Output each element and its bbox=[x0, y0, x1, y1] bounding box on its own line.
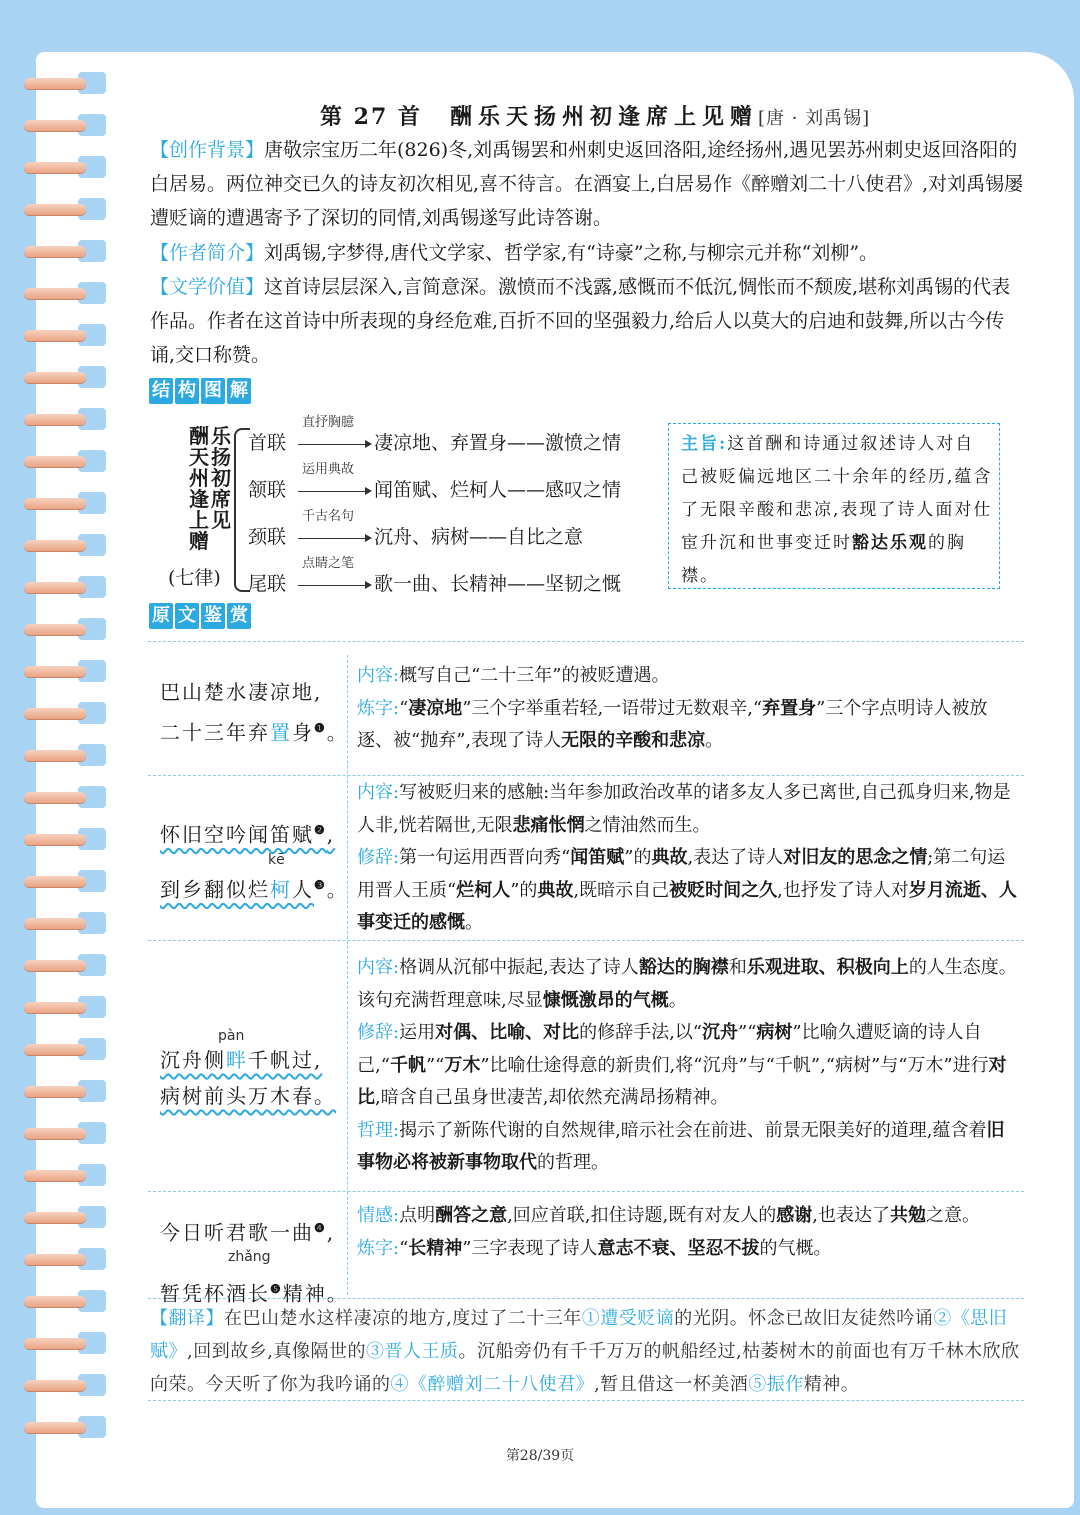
divider bbox=[148, 775, 1024, 776]
binding-ring bbox=[24, 414, 86, 425]
binding-ring bbox=[24, 120, 86, 131]
structure-row: 首联 直抒胸臆 凄凉地、弃置身——激愤之情 bbox=[248, 415, 622, 454]
binding-ring bbox=[24, 960, 86, 971]
binding-ring bbox=[24, 372, 86, 383]
arrow-icon bbox=[298, 491, 370, 492]
binding-ring bbox=[24, 498, 86, 509]
divider bbox=[148, 1191, 1024, 1192]
binding-ring bbox=[24, 582, 86, 593]
arrow-icon bbox=[298, 538, 370, 539]
binding-ring bbox=[24, 1380, 86, 1391]
value-tag: 【文学价值】 bbox=[150, 276, 265, 298]
poem-number: 第 27 首 bbox=[320, 104, 422, 130]
binding-ring bbox=[24, 708, 86, 719]
verse-couplet-1: 巴山楚水凄凉地, 二十三年弃置身$^❶$。 bbox=[160, 680, 349, 745]
poem-author: [唐 · 刘禹锡] bbox=[757, 108, 871, 129]
section-structure-heading: 结 构 图 解 bbox=[149, 378, 253, 404]
binding-ring bbox=[24, 1170, 86, 1181]
creation-background bbox=[150, 133, 1025, 235]
poem-form: (七律) bbox=[168, 567, 221, 589]
binding-ring bbox=[24, 834, 86, 845]
binding-ring bbox=[24, 1338, 86, 1349]
author-tag: 【作者简介】 bbox=[150, 242, 265, 264]
column-divider bbox=[347, 655, 348, 1295]
binding-ring bbox=[24, 1296, 86, 1307]
binding-ring bbox=[24, 1128, 86, 1139]
pinyin-pan: pàn bbox=[218, 1028, 245, 1044]
binding-ring bbox=[24, 162, 86, 173]
verse-couplet-2: 怀旧空吟闻笛赋$^❷$, 到乡翻似烂柯人$^❸$。 bbox=[160, 822, 349, 902]
poem-title: 酬乐天扬州初逢席上见赠 bbox=[449, 104, 758, 130]
analysis-couplet-4: 情感:点明酬答之意,回应首联,扣住诗题,既有对友人的感谢,也表达了共勉之意。 炼字:“长精神”三字表现了诗人意志不衰、坚忍不拔的气概。 bbox=[357, 1205, 980, 1259]
binding-ring bbox=[24, 288, 86, 299]
binding-ring bbox=[24, 540, 86, 551]
analysis-couplet-1: 内容:概写自己“二十三年”的被贬遭遇。 炼字:“凄凉地”三个字举重若轻,一语带过无数艰辛,“弃置身”三个字点明诗人被放逐、被“抛弃”,表现了诗人无限的辛酸和悲凉。 bbox=[357, 665, 988, 751]
structure-row: 颔联 运用典故 闻笛赋、烂柯人——感叹之情 bbox=[248, 462, 622, 501]
binding-ring bbox=[24, 1002, 86, 1013]
structure-row: 颈联 千古名句 沉舟、病树——自比之意 bbox=[248, 509, 584, 548]
structure-row: 尾联 点睛之笔 歌一曲、长精神——坚韧之慨 bbox=[248, 556, 622, 595]
binding-ring bbox=[24, 78, 86, 89]
verse-couplet-4: 今日听君歌一曲$^❹$, 暂凭杯酒长$^❺$精神。 bbox=[160, 1220, 349, 1306]
author-intro bbox=[150, 236, 1025, 270]
analysis-couplet-3: 内容:格调从沉郁中振起,表达了诗人豁达的胸襟和乐观进取、积极向上的人生态度。该句充满哲理意味,尽显慷慨激昂的气概。 修辞:运用对偶、比喻、对比的修辞手法,以“沉舟”“病树”比喻久遭贬谪的诗人自己,“千帆”“万木”比喻仕途得意的新贵们,将“沉舟”与“千帆”,“病树”与“万木”进行对比,暗含自己虽身世凄苦,却依然充满昂扬精神。 哲理:揭示了新陈代谢的自然规律,暗示社会在前进、前景无限美好的道理,蕴含着旧事物必将被新事物取代的哲理。 bbox=[357, 957, 1017, 1173]
binding-ring bbox=[24, 624, 86, 635]
binding-ring bbox=[24, 204, 86, 215]
analysis-couplet-2: 内容:写被贬归来的感触:当年参加政治改革的诸多友人多已离世,自己孤身归来,物是人非,恍若隔世,无限悲痛怅惘之情油然而生。 修辞:第一句运用西晋向秀“闻笛赋”的典故,表达了诗人对旧友的思念之情;第二句运用晋人王质“烂柯人”的典故,既暗示自己被贬时间之久,也抒发了诗人对岁月流逝、人事变迁的感慨。 bbox=[357, 782, 1017, 933]
theme-box: 主旨:这首酬和诗通过叙述诗人对自己被贬偏远地区二十余年的经历,蕴含了无限辛酸和悲凉,表现了诗人面对仕宦升沉和世事变迁时豁达乐观的胸襟。 bbox=[668, 423, 1000, 589]
binding-ring bbox=[24, 1044, 86, 1055]
arrow-icon bbox=[298, 444, 370, 445]
creation-text: 唐敬宗宝历二年(826)冬,刘禹锡罢和州刺史返回洛阳,途经扬州,遇见罢苏州刺史返回洛阳的白居易。两位神交已久的诗友初次相见,喜不待言。在酒宴上,白居易作《醉赠刘二十八使君》,对刘禹锡屡遭贬谪的遭遇寄予了深切的同情,刘禹锡遂写此诗答谢。 bbox=[150, 139, 1024, 229]
page-number: 第28/39页 bbox=[505, 1448, 575, 1464]
section-appreciation-heading: 原 文 鉴 赏 bbox=[149, 603, 253, 629]
binding-ring bbox=[24, 246, 86, 257]
translation: 【翻译】在巴山楚水这样凄凉的地方,度过了二十三年①遭受贬谪的光阴。怀念已故旧友徒然吟诵②《思旧赋》,回到故乡,真像隔世的③晋人王质。沉船旁仍有千千万万的帆船经过,枯萎树木的前面也有万千林木欣欣向荣。今天听了你为我吟诵的④《醉赠刘二十八使君》,暂且借这一杯美酒⑤振作精神。 bbox=[150, 1308, 1020, 1395]
literary-value bbox=[150, 270, 1025, 372]
binding-ring bbox=[24, 792, 86, 803]
pinyin-zhang: zhǎng bbox=[228, 1249, 271, 1265]
binding-ring bbox=[24, 918, 86, 929]
binding-ring bbox=[24, 330, 86, 341]
divider bbox=[148, 641, 1024, 642]
verse-couplet-3: 沉舟侧畔千帆过, 病树前头万木春。 bbox=[160, 1048, 336, 1108]
page-title bbox=[320, 100, 870, 131]
creation-tag: 【创作背景】 bbox=[150, 139, 265, 161]
binding-ring bbox=[24, 1422, 86, 1433]
structure-poem-title: 酬 乐天 扬州 初逢 席上 见赠 bbox=[189, 424, 231, 553]
binding-ring bbox=[24, 876, 86, 887]
binding-ring bbox=[24, 1254, 86, 1265]
binding-ring bbox=[24, 750, 86, 761]
divider bbox=[148, 940, 1024, 941]
value-text: 这首诗层层深入,言简意深。激愤而不浅露,感慨而不低沉,惆怅而不颓废,堪称刘禹锡的代表作品。作者在这首诗中所表现的身经危难,百折不回的坚强毅力,给后人以莫大的启迪和鼓舞,所以古今传诵,交口称赞。 bbox=[150, 276, 1011, 366]
author-text: 刘禹锡,字梦得,唐代文学家、哲学家,有“诗豪”之称,与柳宗元并称“刘柳”。 bbox=[264, 242, 879, 264]
binding-ring bbox=[24, 456, 86, 467]
binding-ring bbox=[24, 666, 86, 677]
binding-ring bbox=[24, 1086, 86, 1097]
binding-ring bbox=[24, 1212, 86, 1223]
pinyin-ke: kē bbox=[268, 852, 285, 868]
arrow-icon bbox=[298, 585, 370, 586]
